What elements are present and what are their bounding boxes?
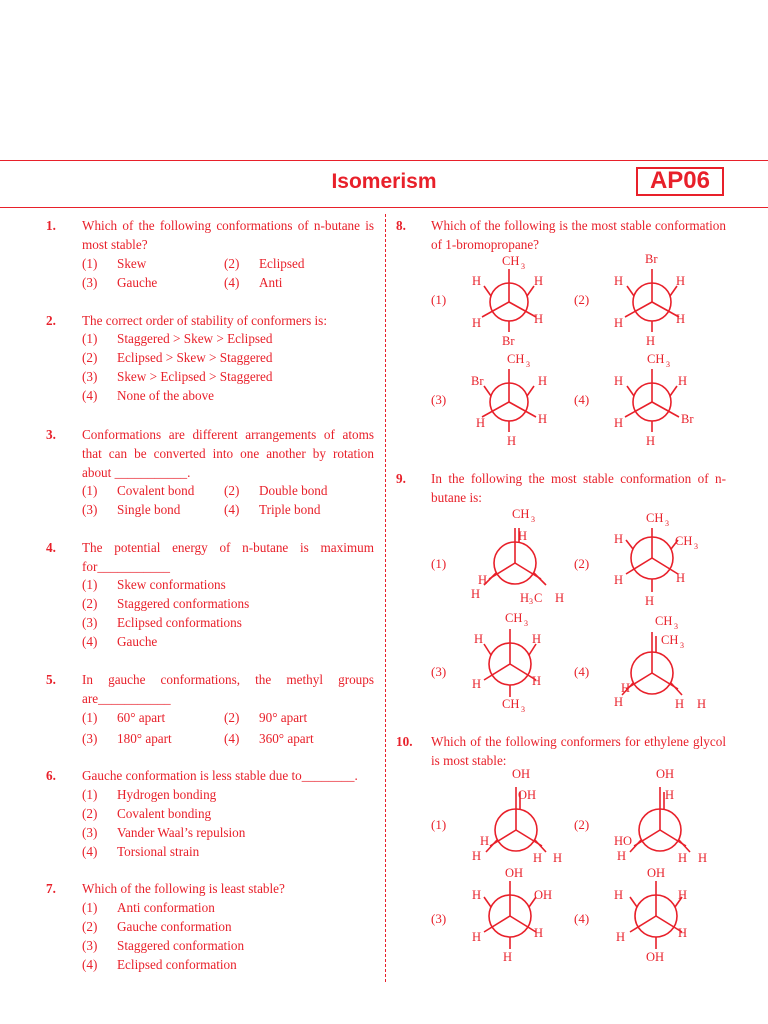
svg-text:H: H xyxy=(621,681,631,695)
svg-text:H: H xyxy=(476,416,486,430)
svg-text:H: H xyxy=(478,573,488,587)
option-text: Eclipsed > Skew > Staggered xyxy=(117,350,273,365)
svg-text:H: H xyxy=(503,950,513,964)
question-number: 7. xyxy=(46,881,56,896)
option-text: Skew conformations xyxy=(117,577,226,592)
option-text: Skew xyxy=(117,256,147,271)
question-text: Which of the following is the most stable conformation of 1-bromopropane? xyxy=(431,218,726,252)
svg-text:OH: OH xyxy=(505,866,524,880)
option-number: (3) xyxy=(431,911,447,926)
option-number: (2) xyxy=(574,817,590,832)
q10-newman-4 xyxy=(630,881,682,949)
svg-text:H: H xyxy=(617,849,627,863)
option-number: (3) xyxy=(82,369,98,384)
svg-text:OH: OH xyxy=(518,788,537,802)
svg-text:H: H xyxy=(665,788,675,802)
question-text: In the following the most stable conformation of n-butane is: xyxy=(431,471,726,505)
option-text: Covalent bonding xyxy=(117,806,212,821)
svg-text:H: H xyxy=(614,316,624,330)
svg-text:H: H xyxy=(472,930,482,944)
option-text: Eclipsed conformation xyxy=(117,957,237,972)
option-text: Triple bond xyxy=(259,502,321,517)
question-text: The potential energy of n-butane is maximum for___________ xyxy=(82,540,374,574)
option-number: (4) xyxy=(82,634,98,649)
svg-text:3: 3 xyxy=(694,542,698,551)
svg-text:Br: Br xyxy=(471,374,484,388)
option-number: (1) xyxy=(82,710,98,725)
svg-text:H: H xyxy=(474,632,484,646)
option-number: (1) xyxy=(82,787,98,802)
svg-text:H: H xyxy=(532,674,542,688)
option-number: (4) xyxy=(82,957,98,972)
svg-text:CH: CH xyxy=(675,534,693,548)
option-number: (1) xyxy=(431,556,447,571)
option-number: (2) xyxy=(82,806,98,821)
option-text: Hydrogen bonding xyxy=(117,787,217,802)
svg-text:3: 3 xyxy=(680,641,684,650)
question-number: 5. xyxy=(46,672,56,687)
svg-text:H: H xyxy=(471,587,481,601)
svg-text:H: H xyxy=(538,374,548,388)
option-text: Covalent bond xyxy=(117,483,195,498)
svg-text:3: 3 xyxy=(529,597,533,606)
option-text: Eclipsed conformations xyxy=(117,615,242,630)
question-text: Gauche conformation is less stable due to________. xyxy=(82,768,358,783)
option-number: (1) xyxy=(431,292,447,307)
option-text: Vander Waal’s repulsion xyxy=(117,825,246,840)
svg-text:CH: CH xyxy=(505,611,523,625)
q9-newman-2 xyxy=(626,528,678,592)
option-number: (3) xyxy=(82,615,98,630)
question-text: The correct order of stability of conformers is: xyxy=(82,313,327,328)
svg-text:H: H xyxy=(472,849,482,863)
svg-text:H: H xyxy=(532,632,542,646)
option-text: Torsional strain xyxy=(117,844,200,859)
option-number: (1) xyxy=(82,331,98,346)
option-number: (4) xyxy=(82,388,98,403)
svg-text:H: H xyxy=(472,677,482,691)
option-number: (4) xyxy=(224,502,240,517)
option-text: Staggered conformations xyxy=(117,596,250,611)
svg-text:CH: CH xyxy=(507,352,525,366)
svg-text:Br: Br xyxy=(502,334,515,348)
question-text: Which of the following conformations of n-butane is most stable? xyxy=(82,218,374,252)
option-number: (2) xyxy=(574,292,590,307)
svg-text:Br: Br xyxy=(681,412,694,426)
option-text: Gauche xyxy=(117,275,158,290)
svg-text:H: H xyxy=(678,926,688,940)
svg-text:H: H xyxy=(518,529,528,543)
svg-text:OH: OH xyxy=(512,767,531,781)
option-number: (2) xyxy=(82,350,98,365)
svg-text:H: H xyxy=(553,851,563,865)
svg-text:H: H xyxy=(614,374,624,388)
page-code-badge: AP06 xyxy=(636,167,724,196)
question-number: 9. xyxy=(396,471,406,486)
option-text: Anti xyxy=(259,275,283,290)
svg-text:3: 3 xyxy=(526,360,530,369)
svg-text:3: 3 xyxy=(521,705,525,714)
question-number: 3. xyxy=(46,427,56,442)
svg-text:CH: CH xyxy=(502,697,520,711)
svg-text:H: H xyxy=(472,316,482,330)
option-text: Anti conformation xyxy=(117,900,215,915)
svg-text:H: H xyxy=(614,573,624,587)
svg-text:H: H xyxy=(678,888,688,902)
q10-atom-labels xyxy=(472,767,707,964)
question-number: 1. xyxy=(46,218,56,233)
option-number: (1) xyxy=(82,577,98,592)
svg-text:3: 3 xyxy=(521,262,525,271)
option-number: (3) xyxy=(431,664,447,679)
option-text: Gauche conformation xyxy=(117,919,232,934)
option-text: Double bond xyxy=(259,483,328,498)
q10-newman-2 xyxy=(630,787,690,852)
svg-text:H: H xyxy=(676,312,686,326)
option-number: (3) xyxy=(431,392,447,407)
svg-text:H: H xyxy=(675,697,685,711)
svg-text:H: H xyxy=(480,834,490,848)
option-text: 360° apart xyxy=(259,731,314,746)
svg-text:H: H xyxy=(472,888,482,902)
q8-newman-3 xyxy=(482,369,536,432)
svg-text:CH: CH xyxy=(646,511,664,525)
option-number: (4) xyxy=(574,664,590,679)
svg-text:H: H xyxy=(646,434,656,448)
option-number: (2) xyxy=(224,710,240,725)
option-text: Staggered > Skew > Eclipsed xyxy=(117,331,273,346)
option-number: (2) xyxy=(224,256,240,271)
svg-text:H: H xyxy=(472,274,482,288)
svg-text:H: H xyxy=(678,851,688,865)
svg-text:CH: CH xyxy=(655,614,673,628)
svg-text:OH: OH xyxy=(647,866,666,880)
q10-newman-3 xyxy=(484,881,536,949)
svg-text:H: H xyxy=(678,374,688,388)
option-number: (2) xyxy=(224,483,240,498)
svg-text:H: H xyxy=(555,591,565,605)
svg-text:H: H xyxy=(645,594,655,608)
question-number: 10. xyxy=(396,734,413,749)
svg-text:OH: OH xyxy=(646,950,665,964)
option-number: (4) xyxy=(224,275,240,290)
option-number: (3) xyxy=(82,938,98,953)
svg-text:CH: CH xyxy=(502,254,520,268)
q8-newman-1 xyxy=(482,269,536,332)
svg-text:H: H xyxy=(676,571,686,585)
svg-text:H: H xyxy=(698,851,708,865)
option-number: (3) xyxy=(82,731,98,746)
q9-newman-3 xyxy=(484,629,536,697)
svg-text:OH: OH xyxy=(656,767,675,781)
option-number: (1) xyxy=(82,256,98,271)
svg-text:H: H xyxy=(614,532,624,546)
q8-newman-2 xyxy=(625,269,679,332)
option-number: (3) xyxy=(82,502,98,517)
svg-text:H: H xyxy=(646,334,656,348)
svg-text:3: 3 xyxy=(666,360,670,369)
svg-text:Br: Br xyxy=(645,252,658,266)
option-text: Gauche xyxy=(117,634,158,649)
svg-text:H: H xyxy=(614,695,624,709)
option-number: (4) xyxy=(574,911,590,926)
svg-text:3: 3 xyxy=(665,519,669,528)
option-number: (1) xyxy=(82,483,98,498)
svg-text:CH: CH xyxy=(661,633,679,647)
option-text: Staggered conformation xyxy=(117,938,245,953)
q10-newman-1 xyxy=(486,787,546,852)
svg-text:H: H xyxy=(616,930,626,944)
svg-text:H: H xyxy=(676,274,686,288)
svg-text:H: H xyxy=(538,412,548,426)
svg-text:H: H xyxy=(520,591,530,605)
option-number: (1) xyxy=(431,817,447,832)
svg-text:CH: CH xyxy=(512,507,530,521)
svg-text:H: H xyxy=(534,926,544,940)
svg-text:3: 3 xyxy=(531,515,535,524)
svg-text:H: H xyxy=(614,274,624,288)
svg-text:3: 3 xyxy=(524,619,528,628)
question-text: In gauche conformations, the methyl groups are___________ xyxy=(82,672,374,706)
svg-text:H: H xyxy=(697,697,707,711)
page-title: Isomerism xyxy=(331,170,437,193)
svg-text:H: H xyxy=(534,312,544,326)
option-text: 90° apart xyxy=(259,710,308,725)
q9-newman-1 xyxy=(484,528,546,585)
svg-text:OH: OH xyxy=(534,888,553,902)
question-number: 2. xyxy=(46,313,56,328)
svg-text:CH: CH xyxy=(647,352,665,366)
option-number: (2) xyxy=(82,596,98,611)
option-number: (4) xyxy=(574,392,590,407)
option-number: (3) xyxy=(82,275,98,290)
question-text: Which of the following conformers for ethylene glycol is most stable: xyxy=(431,734,726,768)
question-number: 6. xyxy=(46,768,56,783)
question-text: Conformations are different arrangements of atoms that can be converted into one another by rotation about ___________. xyxy=(82,427,374,480)
option-text: 60° apart xyxy=(117,710,166,725)
svg-text:HO: HO xyxy=(614,834,633,848)
option-text: Skew > Eclipsed > Staggered xyxy=(117,369,273,384)
svg-text:H: H xyxy=(533,851,543,865)
option-text: 180° apart xyxy=(117,731,172,746)
q8-newman-4 xyxy=(625,369,679,432)
option-number: (3) xyxy=(82,825,98,840)
svg-text:H: H xyxy=(507,434,517,448)
question-number: 8. xyxy=(396,218,406,233)
option-text: Single bond xyxy=(117,502,181,517)
option-number: (2) xyxy=(574,556,590,571)
svg-text:3: 3 xyxy=(674,622,678,631)
option-number: (4) xyxy=(82,844,98,859)
svg-text:H: H xyxy=(534,274,544,288)
option-text: Eclipsed xyxy=(259,256,305,271)
svg-text:H: H xyxy=(614,888,624,902)
question-text: Which of the following is least stable? xyxy=(82,881,285,896)
question-number: 4. xyxy=(46,540,56,555)
svg-text:H: H xyxy=(614,416,624,430)
option-text: None of the above xyxy=(117,388,215,403)
svg-text:C: C xyxy=(534,591,543,605)
option-number: (2) xyxy=(82,919,98,934)
option-number: (4) xyxy=(224,731,240,746)
option-number: (1) xyxy=(82,900,98,915)
